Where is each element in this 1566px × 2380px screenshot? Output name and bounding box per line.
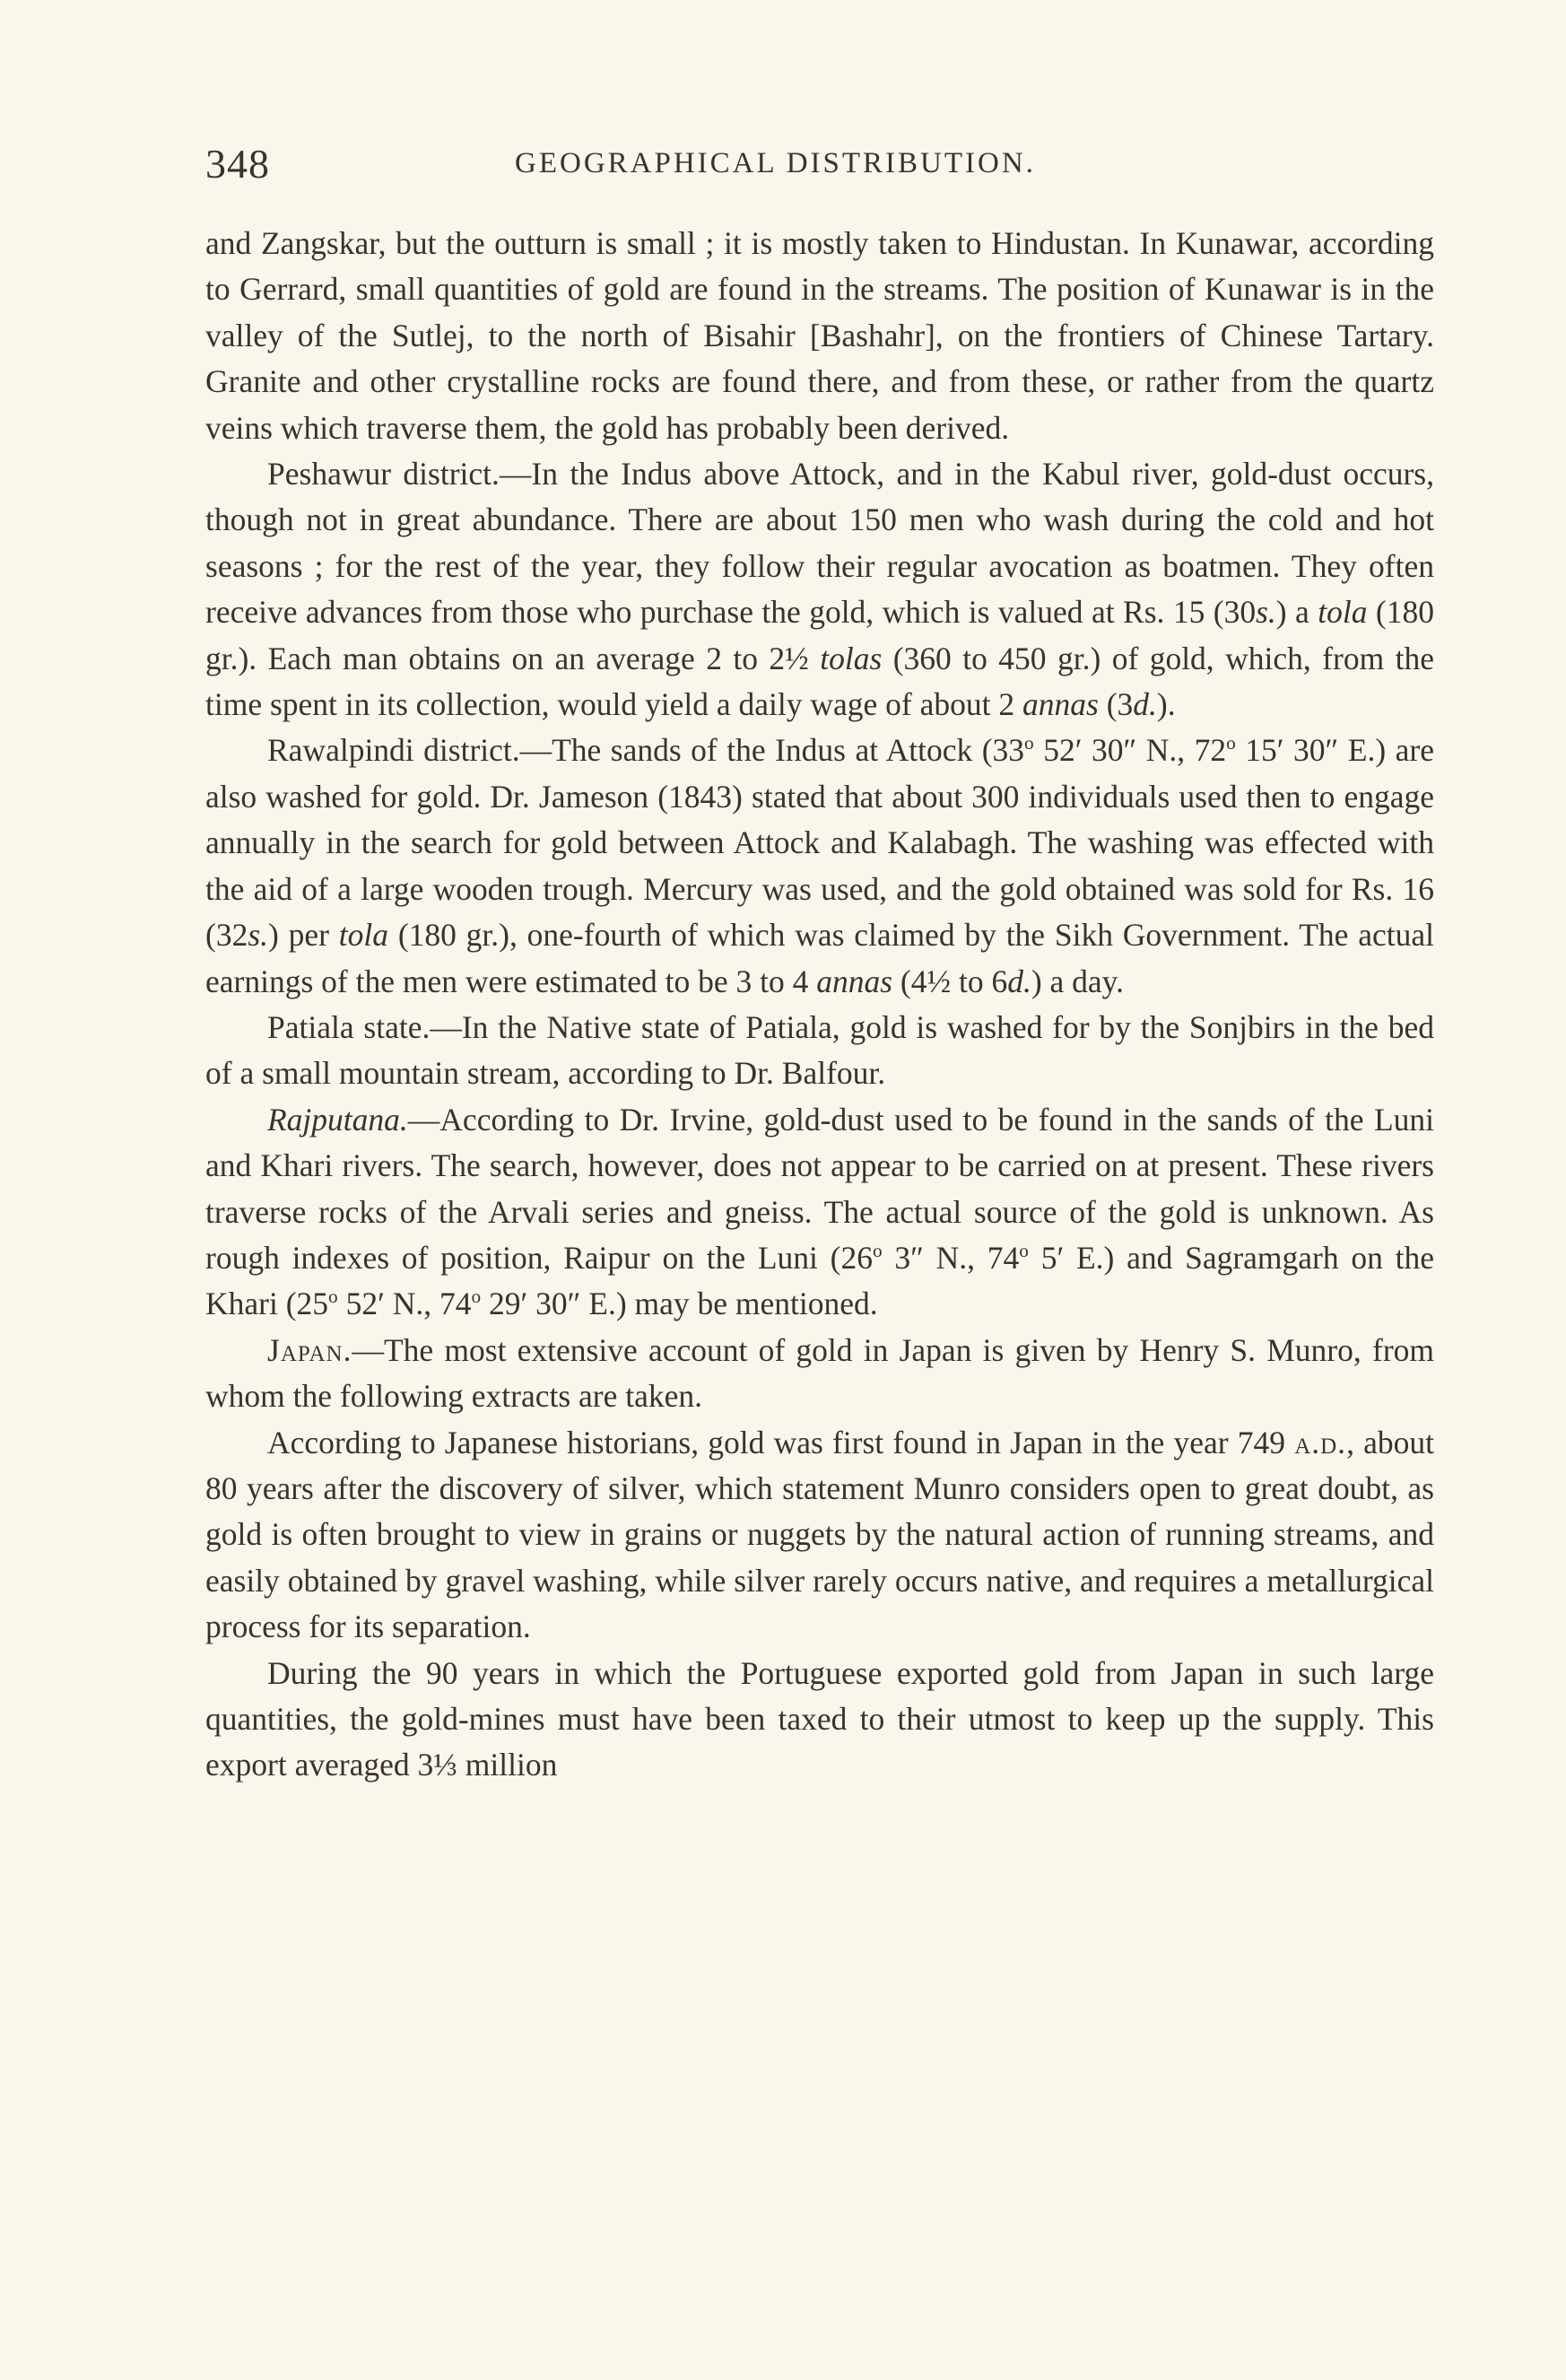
degree-mark: o — [471, 1286, 482, 1308]
italic-term: annas — [1022, 686, 1099, 723]
text-run: ) per — [268, 917, 339, 954]
paragraph-patiala — [205, 1005, 1434, 1097]
italic-term: tola — [338, 917, 389, 954]
text-run: Peshawur district.—In the Indus above Attock, and in the Kabul river, gold-dust occurs, though not in great abundance. There are about 150 men who wash during the cold and hot seasons ; for the rest of the year, they follow their regular avocation as boatmen. They often receive advances from those who purchase the gold, which is valued at Rs. 15 (30 — [205, 456, 1434, 631]
paragraph-text: and Zangskar, but the outturn is small ; it is mostly taken to Hindustan. In Kunawar, according to Gerrard, small quantities of gold are found in the streams. The position of Kunawar is in the valley of the Sutlej, to the north of Bisahir [Bashahr], on the frontiers of Chinese Tartary. Granite and other crystalline rocks are found there, and from these, or rather from the quartz veins which traverse them, the gold has probably been derived. — [205, 225, 1434, 446]
paragraph-peshawur — [205, 451, 1434, 728]
pence-abbr: d. — [1133, 686, 1157, 723]
era-abbr: a.d. — [1294, 1424, 1347, 1460]
paragraph-text: During the 90 years in which the Portuguese exported gold from Japan in such large quantities, the gold-mines must have been taxed to their utmost to keep up the supply. This export averaged 3⅓ million — [205, 1654, 1434, 1783]
text-run: 15′ 30″ E.) are also washed for gold. Dr. Jameson (1843) stated that about 300 individuals used then to engage annually in the search for gold between Attock and Kalabagh. The washing was effected with the aid of a large wooden trough. Mercury was used, and the gold obtained was sold for Rs. 16 (32 — [205, 732, 1434, 954]
text-run: ) a day. — [1031, 963, 1124, 999]
text-run: Rawalpindi district.—The sands of the Indus at Attock (33 — [267, 732, 1025, 769]
shilling-abbr: s. — [1256, 594, 1276, 631]
text-run: 52′ N., 74 — [337, 1286, 472, 1322]
text-run: 52′ 30″ N., 72 — [1033, 732, 1227, 769]
degree-mark: o — [1024, 732, 1034, 754]
section-heading: Rajputana. — [267, 1101, 408, 1138]
page-number: 348 — [205, 141, 270, 187]
text-run: —The most extensive account of gold in Japan is given by Henry S. Munro, from whom the following extracts are taken. — [205, 1331, 1434, 1415]
paragraph-kunawar — [205, 221, 1434, 451]
text-run: —According to Dr. Irvine, gold-dust used to be found in the sands of the Luni and Khari rivers. The search, however, does not appear to be carried on at present. These rivers traverse rocks of the Arvali series and gneiss. The actual source of the gold is unknown. As rough indexes of position, Raipur on the Luni (26 — [205, 1101, 1434, 1276]
pence-abbr: d. — [1007, 963, 1031, 999]
text-run: , about 80 years after the discovery of silver, which statement Munro considers open to great doubt, as gold is often brought to view in grains or nuggets by the natural action of running streams, and easily obtained by gravel washing, while silver rarely occurs native, and requires a metallurgical process for its separation. — [205, 1424, 1434, 1645]
text-run: (3 — [1098, 686, 1134, 723]
degree-mark: o — [328, 1286, 338, 1308]
text-run: (180 gr.). Each man obtains on an average 2 to 2½ — [205, 594, 1434, 676]
italic-term: tola — [1318, 594, 1368, 631]
text-run: According to Japanese historians, gold was first found in Japan in the year 749 — [267, 1424, 1295, 1460]
italic-term: tolas — [820, 640, 883, 676]
text-run: 3″ N., 74 — [882, 1239, 1020, 1276]
text-run: 5′ E.) and Sagramgarh on the Khari (25 — [205, 1239, 1434, 1322]
italic-term: annas — [816, 963, 893, 999]
degree-mark: o — [1226, 732, 1236, 754]
text-run: ). — [1156, 686, 1176, 723]
degree-mark: o — [1019, 1240, 1029, 1262]
section-heading: Japan. — [267, 1331, 352, 1368]
paragraph-rajputana — [205, 1097, 1434, 1328]
text-run: (180 gr.), one-fourth of which was claimed by the Sikh Government. The actual earnings of the men were estimated to be 3 to 4 — [205, 917, 1434, 999]
text-run: (4½ to 6 — [892, 963, 1008, 999]
shilling-abbr: s. — [248, 917, 269, 954]
paragraph-japanese-historians — [205, 1420, 1434, 1651]
paragraph-rawalpindi — [205, 728, 1434, 1004]
paragraph-japan — [205, 1328, 1434, 1420]
degree-mark: o — [872, 1240, 883, 1262]
text-run: 29′ 30″ E.) may be mentioned. — [481, 1286, 878, 1322]
text-run: (360 to 450 gr.) of gold, which, from the time spent in its collection, would yield a daily wage of about 2 — [205, 640, 1434, 723]
page-header — [205, 140, 1434, 194]
text-run: ) a — [1275, 594, 1318, 631]
paragraph-portuguese-export — [205, 1651, 1434, 1789]
paragraph-text: Patiala state.—In the Native state of Patiala, gold is washed for by the Sonjbirs in the bed of a small mountain stream, according to Dr. Balfour. — [205, 1008, 1434, 1092]
body-text — [205, 221, 1434, 1789]
running-title: GEOGRAPHICAL DISTRIBUTION. — [515, 147, 1036, 179]
